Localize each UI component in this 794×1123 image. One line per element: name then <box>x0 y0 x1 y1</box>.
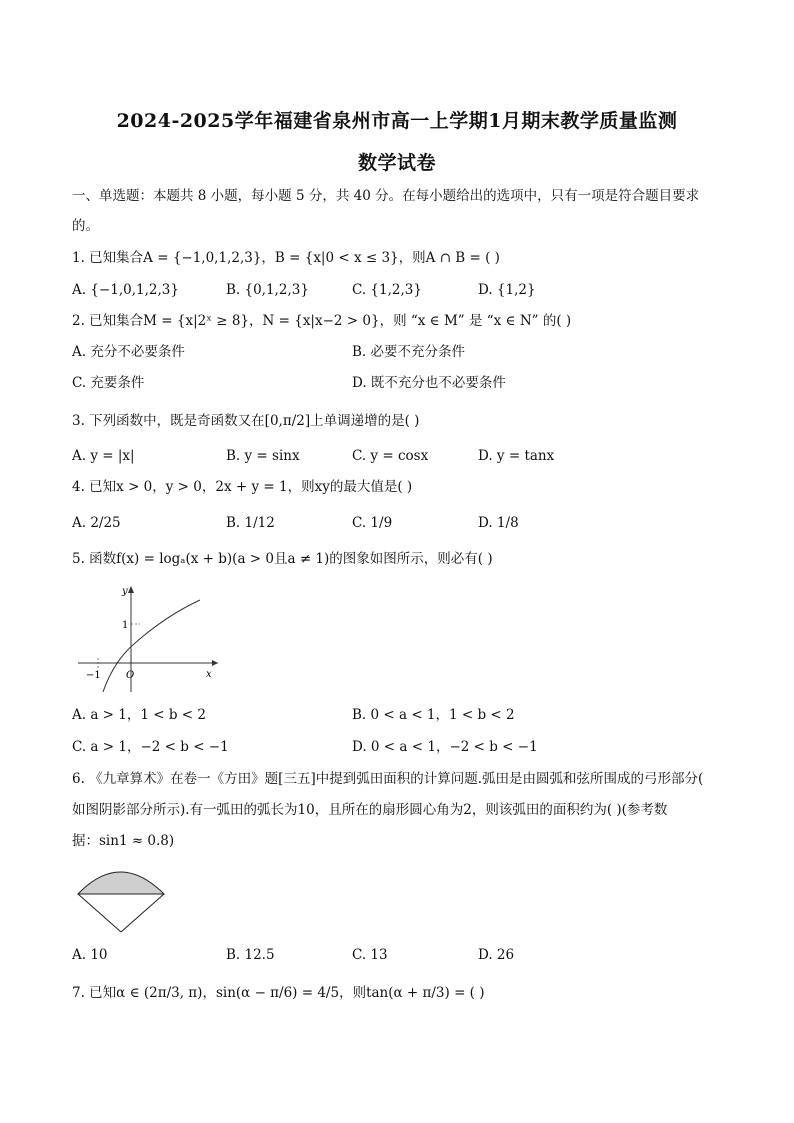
question-2-option-b: B. 必要不充分条件 <box>352 344 466 360</box>
question-6-line3: 据：sin1 ≈ 0.8) <box>72 833 175 849</box>
question-6-line2: 如图阴影部分所示).有一弧田的弧长为10，且所在的扇形圆心角为2，则该弧田的面积约为( )(参考数 <box>72 802 668 818</box>
question-1-option-c: C. {1,2,3} <box>352 282 422 298</box>
question-4-option-c: C. 1/9 <box>352 515 393 531</box>
graph-tick-x: −1 <box>86 670 101 681</box>
question-4-option-d: D. 1/8 <box>478 515 519 531</box>
question-5-option-a: A. a > 1，1 < b < 2 <box>72 707 206 723</box>
question-6-option-c: C. 13 <box>352 947 388 963</box>
section-instructions-line1: 一、单选题：本题共 8 小题，每小题 5 分，共 40 分。在每小题给出的选项中，只有一项是符合题目要求 <box>72 188 700 204</box>
question-5-option-b: B. 0 < a < 1，1 < b < 2 <box>352 707 515 723</box>
question-1-option-d: D. {1,2} <box>478 282 536 298</box>
question-1-option-a: A. {−1,0,1,2,3} <box>72 282 179 298</box>
question-4-option-a: A. 2/25 <box>72 515 121 531</box>
question-2-option-a: A. 充分不必要条件 <box>72 344 185 360</box>
graph-y-label: y <box>122 586 128 597</box>
question-4-stem: 4. 已知x > 0，y > 0，2x + y = 1，则xy的最大值是( ) <box>72 479 413 495</box>
question-3-option-b: B. y = sinx <box>226 448 300 464</box>
arc-field-shaded-region <box>78 872 164 894</box>
graph-tick-y: 1 <box>122 620 129 631</box>
question-2-stem: 2. 已知集合M = {x|2ˣ ≥ 8}，N = {x|x−2 > 0}，则 “x ∈ M” 是 “x ∈ N” 的( ) <box>72 313 572 329</box>
question-3-option-d: D. y = tanx <box>478 448 555 464</box>
question-5-graph <box>72 584 222 694</box>
exam-subtitle: 数学试卷 <box>357 152 436 174</box>
log-curve <box>103 600 200 692</box>
question-3-option-c: C. y = cosx <box>352 448 429 464</box>
y-axis-arrow-icon <box>128 586 134 593</box>
question-6-option-d: D. 26 <box>478 947 515 963</box>
question-7-stem: 7. 已知α ∈ (2π/3, π)，sin(α − π/6) = 4/5，则tan(α + π/3) = ( ) <box>72 985 485 1001</box>
question-3-option-a: A. y = |x| <box>72 448 135 464</box>
question-6-figure <box>74 864 170 936</box>
graph-x-label: x <box>206 669 212 680</box>
exam-title: 2024-2025学年福建省泉州市高一上学期1月期末教学质量监测 <box>116 110 678 132</box>
question-5-option-c: C. a > 1，−2 < b < −1 <box>72 739 229 755</box>
graph-origin-label: O <box>126 670 135 681</box>
question-2-option-d: D. 既不充分也不必要条件 <box>352 375 506 391</box>
question-2-option-c: C. 充要条件 <box>72 375 145 391</box>
question-1-stem: 1. 已知集合A = {−1,0,1,2,3}，B = {x|0 < x ≤ 3}，则A ∩ B = ( ) <box>72 250 500 266</box>
x-axis-arrow-icon <box>212 660 218 666</box>
sector-radius-left <box>78 894 121 932</box>
question-3-stem: 3. 下列函数中，既是奇函数又在[0,π/2]上单调递增的是( ) <box>72 413 420 429</box>
section-instructions-line2: 的。 <box>72 218 99 234</box>
sector-radius-right <box>121 894 164 932</box>
question-6-option-a: A. 10 <box>72 947 108 963</box>
question-6-option-b: B. 12.5 <box>226 947 275 963</box>
question-5-option-d: D. 0 < a < 1，−2 < b < −1 <box>352 739 538 755</box>
question-4-option-b: B. 1/12 <box>226 515 275 531</box>
question-1-option-b: B. {0,1,2,3} <box>226 282 309 298</box>
question-6-line1: 6. 《九章算术》在卷一《方田》题[三五]中提到弧田面积的计算问题.弧田是由圆弧和弦所围成的弓形部分( <box>72 771 704 787</box>
question-5-stem: 5. 函数f(x) = logₐ(x + b)(a > 0且a ≠ 1)的图象如图所示，则必有( ) <box>72 551 493 567</box>
